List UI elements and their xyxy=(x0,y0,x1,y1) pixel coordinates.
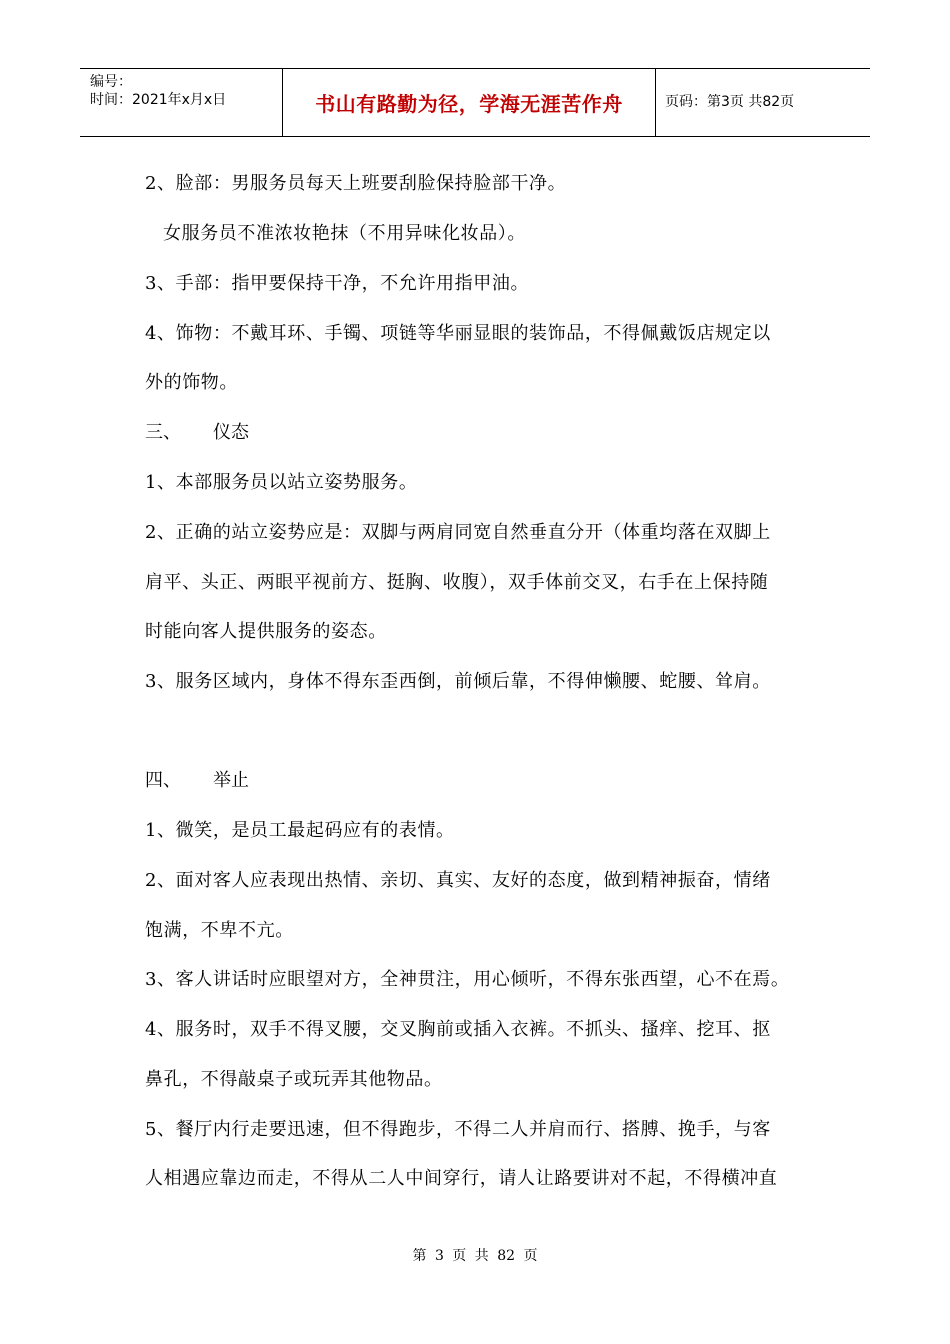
document-number-label: 编号： xyxy=(90,74,132,90)
section-heading xyxy=(145,769,249,793)
body-line: 女服务员不准浓妆艳抹（不用异味化妆品）。 xyxy=(163,223,526,244)
body-line: 2、脸部：男服务员每天上班要刮脸保持脸部干净。 xyxy=(145,173,567,194)
header-motto-cell xyxy=(282,69,656,136)
header-motto: 书山有路勤为径，学海无涯苦作舟 xyxy=(315,92,623,116)
body-line: 5、餐厅内行走要迅速，但不得跑步，不得二人并肩而行、搭膊、挽手，与客 xyxy=(145,1119,771,1140)
section-title: 仪态 xyxy=(213,422,249,443)
body-line: 2、面对客人应表现出热情、亲切、真实、友好的态度，做到精神振奋，情绪 xyxy=(145,870,771,891)
page-footer: 第 3 页 共 82 页 xyxy=(412,1248,538,1264)
page-header xyxy=(80,68,870,137)
body-line: 1、微笑，是员工最起码应有的表情。 xyxy=(145,820,455,841)
header-page-info: 页码：第3页 共82页 xyxy=(665,94,795,110)
body-line: 3、手部：指甲要保持干净，不允许用指甲油。 xyxy=(145,273,530,294)
body-line: 外的饰物。 xyxy=(145,372,238,393)
body-line: 4、饰物：不戴耳环、手镯、项链等华丽显眼的装饰品，不得佩戴饭店规定以 xyxy=(145,323,771,344)
body-line: 时能向客人提供服务的姿态。 xyxy=(145,621,387,642)
section-heading xyxy=(145,421,249,445)
section-number: 四、 xyxy=(145,770,181,791)
body-line: 3、客人讲话时应眼望对方，全神贯注，用心倾听，不得东张西望，心不在焉。 xyxy=(145,969,790,990)
body-line: 肩平、头正、两眼平视前方、挺胸、收腹），双手体前交叉，右手在上保持随 xyxy=(145,572,769,593)
body-line: 1、本部服务员以站立姿势服务。 xyxy=(145,472,418,493)
header-meta-cell xyxy=(80,69,282,136)
body-line: 饱满，不卑不亢。 xyxy=(145,920,294,941)
document-date-label: 时间：2021年x月x日 xyxy=(90,92,227,108)
body-line: 3、服务区域内，身体不得东歪西倒，前倾后靠，不得伸懒腰、蛇腰、耸肩。 xyxy=(145,671,771,692)
section-title: 举止 xyxy=(213,770,249,791)
section-number: 三、 xyxy=(145,422,181,443)
body-line: 人相遇应靠边而走，不得从二人中间穿行，请人让路要讲对不起，不得横冲直 xyxy=(145,1168,778,1189)
header-page-cell xyxy=(655,69,870,136)
body-line: 2、正确的站立姿势应是：双脚与两肩同宽自然垂直分开（体重均落在双脚上 xyxy=(145,522,771,543)
body-line: 4、服务时，双手不得叉腰，交叉胸前或插入衣裤。不抓头、搔痒、挖耳、抠 xyxy=(145,1019,771,1040)
body-line: 鼻孔，不得敲桌子或玩弄其他物品。 xyxy=(145,1069,443,1090)
